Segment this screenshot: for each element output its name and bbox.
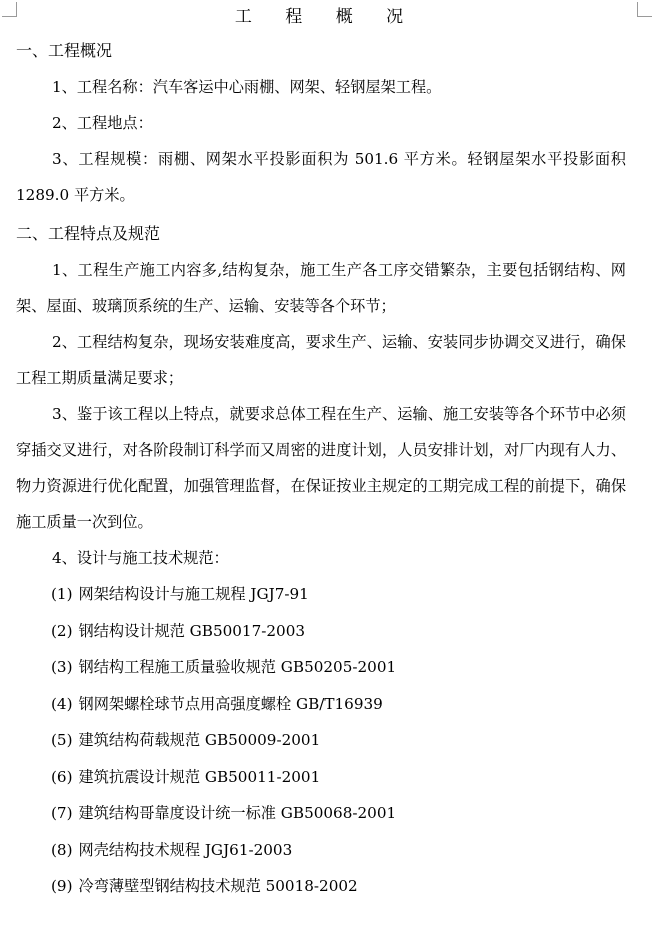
standard-number: (7) <box>51 804 73 822</box>
document-title: 工 程 概 况 <box>234 7 418 27</box>
project-name-line: 1、工程名称：汽车客运中心雨棚、网架、轻钢屋架工程。 <box>52 78 442 96</box>
feature-paragraph-2: 2、工程结构复杂，现场安装难度高，要求生产、运输、安装同步协调交叉进行，确保工程工期质量满足要求； <box>16 333 626 387</box>
page-corner-mark-left <box>2 2 17 17</box>
standard-item <box>16 868 626 905</box>
standard-item <box>16 722 626 759</box>
standard-item <box>16 613 626 650</box>
standard-text: 冷弯薄壁型钢结构技术规范 50018-2002 <box>78 877 358 895</box>
project-scale-paragraph: 3、工程规模：雨棚、网架水平投影面积为 501.6 平方米。轻钢屋架水平投影面积 1289.0 平方米。 <box>16 150 626 204</box>
standard-number: (4) <box>51 694 73 713</box>
standard-number: (3) <box>51 658 73 676</box>
standard-text: 网架结构设计与施工规程 JGJ7-91 <box>78 585 309 603</box>
standard-text: 建筑结构荷载规范 GB50009-2001 <box>78 731 321 749</box>
standard-number: (6) <box>51 767 73 786</box>
standard-number: (5) <box>51 731 73 749</box>
section-heading-overview: 一、工程概况 <box>16 41 113 60</box>
section-heading-features: 二、工程特点及规范 <box>16 224 161 243</box>
standard-text: 网壳结构技术规程 JGJ61-2003 <box>78 840 293 859</box>
feature-paragraph-3: 3、鉴于该工程以上特点，就要求总体工程在生产、运输、施工安装等各个环节中必须穿插交叉进行，对各阶段制订科学而又周密的进度计划，人员安排计划，对厂内现有人力、物力资源进行优化配置，加强管理监督，在保证按业主规定的工期完成工程的前提下，确保施工质量一次到位。 <box>16 405 626 531</box>
standard-item <box>16 795 626 832</box>
standard-item <box>16 576 626 613</box>
feature-paragraph-1: 1、工程生产施工内容多,结构复杂，施工生产各工序交错繁杂，主要包括钢结构、网架、屋面、玻璃顶系统的生产、运输、安装等各个环节； <box>16 261 626 315</box>
standard-number: (9) <box>51 877 73 895</box>
standard-text: 建筑结构哥靠度设计统一标准 GB50068-2001 <box>78 804 397 822</box>
standard-number: (2) <box>51 621 73 640</box>
page-corner-mark-right <box>637 2 652 17</box>
standard-number: (1) <box>51 585 73 603</box>
document-page <box>16 4 626 905</box>
project-location-line: 2、工程地点： <box>52 114 153 132</box>
standard-text: 钢网架螺栓球节点用高强度螺栓 GB/T16939 <box>78 694 383 713</box>
standard-text: 建筑抗震设计规范 GB50011-2001 <box>78 767 321 786</box>
standard-item <box>16 832 626 869</box>
standard-text: 钢结构设计规范 GB50017-2003 <box>78 621 306 640</box>
standard-number: (8) <box>51 840 73 859</box>
standard-item <box>16 649 626 686</box>
standards-list <box>16 576 626 905</box>
standard-item <box>16 759 626 796</box>
standards-intro: 4、设计与施工技术规范： <box>52 549 229 567</box>
standard-item <box>16 686 626 723</box>
standard-text: 钢结构工程施工质量验收规范 GB50205-2001 <box>78 658 397 676</box>
